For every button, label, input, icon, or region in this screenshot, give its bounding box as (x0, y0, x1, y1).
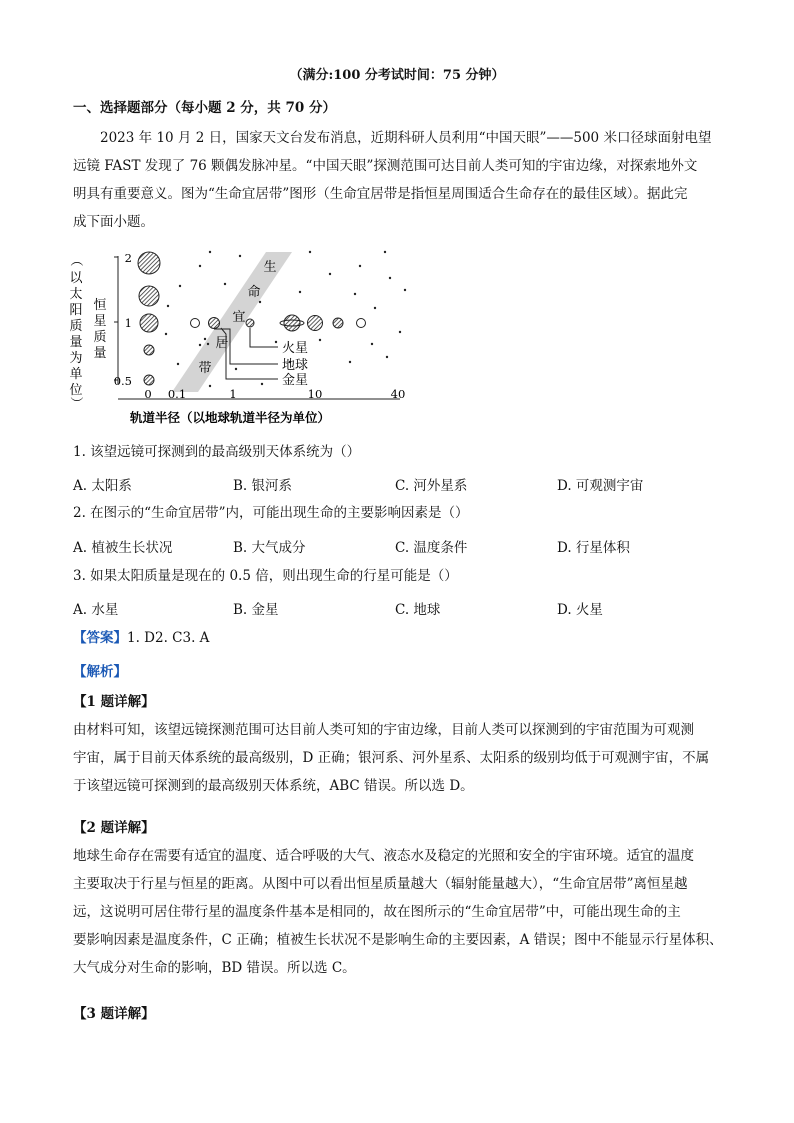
y-axis-label (93, 297, 106, 361)
detail-2-line: 远，这说明可居住带行星的温度条件基本是相同的，故在图所示的“生命宜居带”中，可能出现生命的主 (73, 904, 681, 920)
y-label-char: 单 (69, 367, 83, 382)
y-label-char: 质 (93, 330, 107, 345)
planet-label-venus: 金星 (282, 373, 309, 388)
y-label-char: 为 (69, 351, 83, 366)
y-label-char: 太 (69, 287, 83, 302)
planet-marker (284, 315, 300, 331)
zone-label-char: 带 (198, 361, 212, 376)
x-tick-label: 0.1 (167, 387, 187, 401)
x-tick-label: 40 (390, 387, 406, 401)
y-label-char: 星 (93, 314, 107, 329)
y-label-char: 量 (69, 335, 83, 350)
question-1-stem: 1. 该望远镜可探测到的最高级别天体系统为（） (73, 444, 361, 460)
q3-option-c[interactable]: C. 地球 (395, 602, 441, 618)
star-marker (144, 375, 154, 385)
detail-2-line: 地球生命存在需要有适宜的温度、适合呼吸的大气、液态水及稳定的光照和安全的宇宙环境。适宜的温度 (73, 848, 694, 864)
section-title: 一、选择题部分（每小题 2 分，共 70 分） (73, 100, 336, 116)
star-marker (138, 252, 160, 274)
detail-1-paragraph (73, 716, 723, 800)
zone-label-char: 生 (263, 260, 277, 275)
planet-marker (209, 318, 220, 329)
detail-1-title: 【1 题详解】 (73, 694, 155, 710)
detail-1-line: 宇宙，属于目前天体系统的最高级别，D 正确；银河系、河外星系、太阳系的级别均低于可观测宇宙，不属 (73, 750, 710, 766)
intro-line: 2023 年 10 月 2 日，国家天文台发布消息，近期科研人员利用“中国天眼”——500 米口径球面射电望 (100, 130, 712, 146)
q2-option-c[interactable]: C. 温度条件 (395, 540, 468, 556)
answer-text: 1. D2. C3. A (127, 630, 210, 646)
x-tick-label: 10 (307, 387, 323, 401)
analysis-label: 【解析】 (73, 664, 127, 680)
zone-label-char: 宜 (232, 310, 246, 325)
x-tick-label: 0 (144, 387, 152, 401)
intro-line: 远镜 FAST 发现了 76 颗偶发脉冲星。“中国天眼”探测范围可达目前人类可知的宇宙边缘，对探索地外文 (73, 158, 698, 174)
q2-option-a[interactable]: A. 植被生长状况 (73, 540, 173, 556)
detail-2-title: 【2 题详解】 (73, 820, 155, 836)
y-label-char: 恒 (93, 298, 107, 313)
detail-2-paragraph (73, 842, 723, 982)
q1-option-a[interactable]: A. 太阳系 (73, 478, 132, 494)
star-marker (144, 345, 154, 355)
intro-line: 成下面小题。 (73, 214, 154, 230)
y-label-char: 以 (69, 271, 83, 286)
y-label-char: （ (68, 253, 83, 267)
detail-2-line: 大气成分对生命的影响，BD 错误。所以选 C。 (73, 960, 356, 976)
y-axis-unit-label (68, 253, 83, 409)
planet-marker (191, 319, 200, 328)
detail-2-line: 主要取决于行星与恒星的距离。从图中可以看出恒星质量越大（辐射能量越大），“生命宜居带”离恒星越 (73, 876, 688, 892)
y-label-char: 位 (69, 383, 83, 398)
detail-2-line: 要影响因素是温度条件，C 正确；植被生长状况不是影响生命的主要因素，A 错误；图中不能显示行星体积、 (73, 932, 723, 948)
q1-option-d[interactable]: D. 可观测宇宙 (557, 478, 644, 494)
x-tick-label: 1 (229, 387, 237, 401)
answer-label: 【答案】 (73, 630, 127, 646)
planet-marker (333, 318, 343, 328)
detail-3-title: 【3 题详解】 (73, 1006, 155, 1022)
q3-option-a[interactable]: A. 水星 (73, 602, 119, 618)
intro-paragraph (73, 124, 723, 236)
question-2-stem: 2. 在图示的“生命宜居带”内，可能出现生命的主要影响因素是（） (73, 505, 469, 521)
detail-1-line: 由材料可知，该望远镜探测范围可达目前人类可知的宇宙边缘，目前人类可以探测到的宇宙范围为可观测 (73, 722, 694, 738)
x-axis-label: 轨道半径（以地球轨道半径为单位） (129, 410, 331, 425)
q3-option-d[interactable]: D. 火星 (557, 602, 603, 618)
zone-label-char: 居 (215, 336, 229, 351)
y-label-char: 质 (69, 319, 83, 334)
planet-marker (308, 316, 323, 331)
habitable-zone-figure (60, 244, 420, 434)
detail-1-line: 于该望远镜可探测到的最高级别天体系统，ABC 错误。所以选 D。 (73, 778, 474, 794)
planet-marker (357, 319, 366, 328)
answer-line (73, 629, 209, 647)
planet-marker (246, 319, 254, 327)
y-tick-label: 2 (124, 251, 132, 265)
y-label-char: 阳 (69, 303, 83, 318)
q2-option-b[interactable]: B. 大气成分 (233, 540, 306, 556)
y-label-char: 量 (93, 346, 107, 361)
planet-label-mars: 火星 (282, 341, 309, 356)
q1-option-b[interactable]: B. 银河系 (233, 478, 293, 494)
zone-label-char: 命 (247, 285, 261, 300)
y-tick-label: 1 (124, 316, 132, 330)
star-marker (139, 286, 159, 306)
q2-option-d[interactable]: D. 行星体积 (557, 540, 630, 556)
planet-label-earth: 地球 (282, 358, 309, 373)
exam-header: （满分:100 分考试时间：75 分钟） (289, 68, 505, 83)
intro-line: 明具有重要意义。图为“生命宜居带”图形（生命宜居带是指恒星周围适合生命存在的最佳区域）。据此完 (73, 186, 688, 202)
q1-option-c[interactable]: C. 河外星系 (395, 478, 468, 494)
y-tick-label: 0.5 (113, 374, 132, 388)
q3-option-b[interactable]: B. 金星 (233, 602, 279, 618)
y-label-char: ） (68, 396, 83, 410)
question-3-stem: 3. 如果太阳质量是现在的 0.5 倍，则出现生命的行星可能是（） (73, 568, 458, 584)
star-marker (140, 314, 158, 332)
